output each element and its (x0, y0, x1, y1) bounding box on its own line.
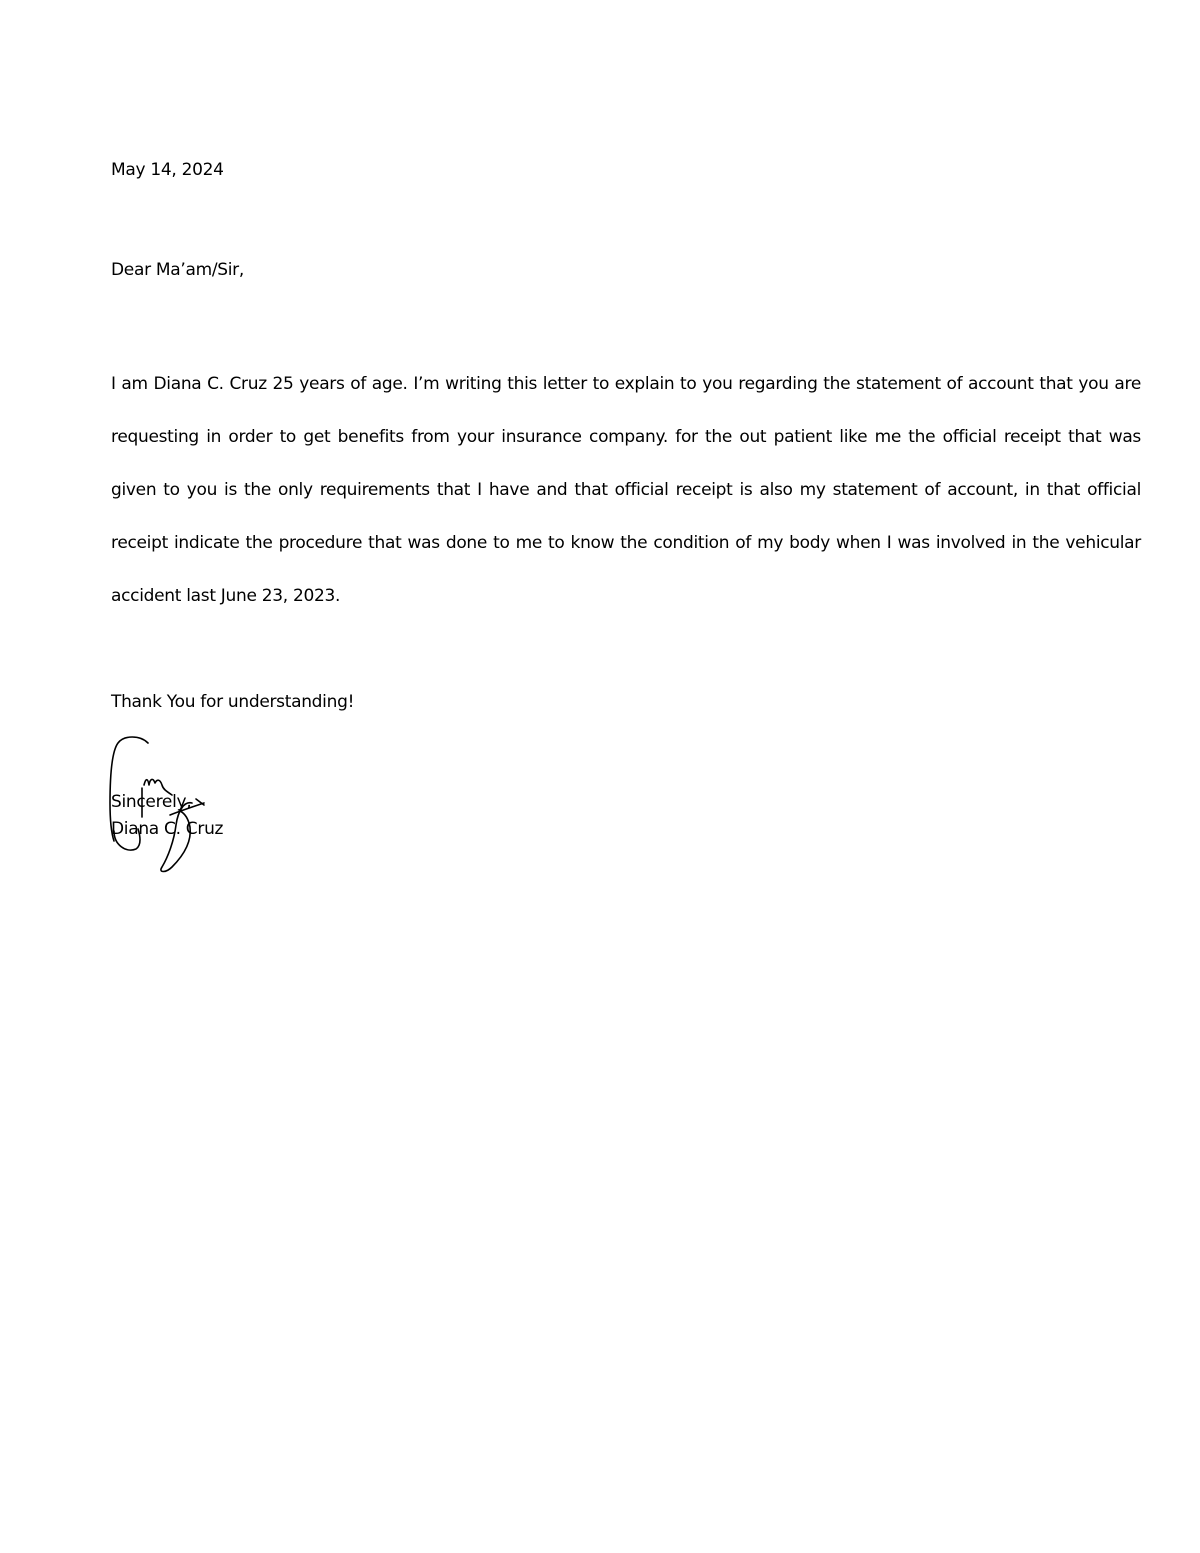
letter-thanks: Thank You for understanding! (111, 692, 355, 712)
letter-body: I am Diana C. Cruz 25 years of age. I’m writing this letter to explain to you regarding the statement of account that you are requesting in order to get benefits from your insurance company. for the out patient like me the official receipt that was given to you is the only requirements that I have and that official receipt is also my statement of account, in that official receipt indicate the procedure that was done to me to know the condition of my body when I was involved in the vehicular accident last June 23, 2023. (111, 374, 1141, 606)
letter-signer-name: Diana C. Cruz (111, 819, 224, 839)
letter-salutation: Dear Ma’am/Sir, (111, 260, 244, 280)
letter-closing: Sincerely, (111, 792, 192, 812)
letter-date: May 14, 2024 (111, 160, 224, 180)
